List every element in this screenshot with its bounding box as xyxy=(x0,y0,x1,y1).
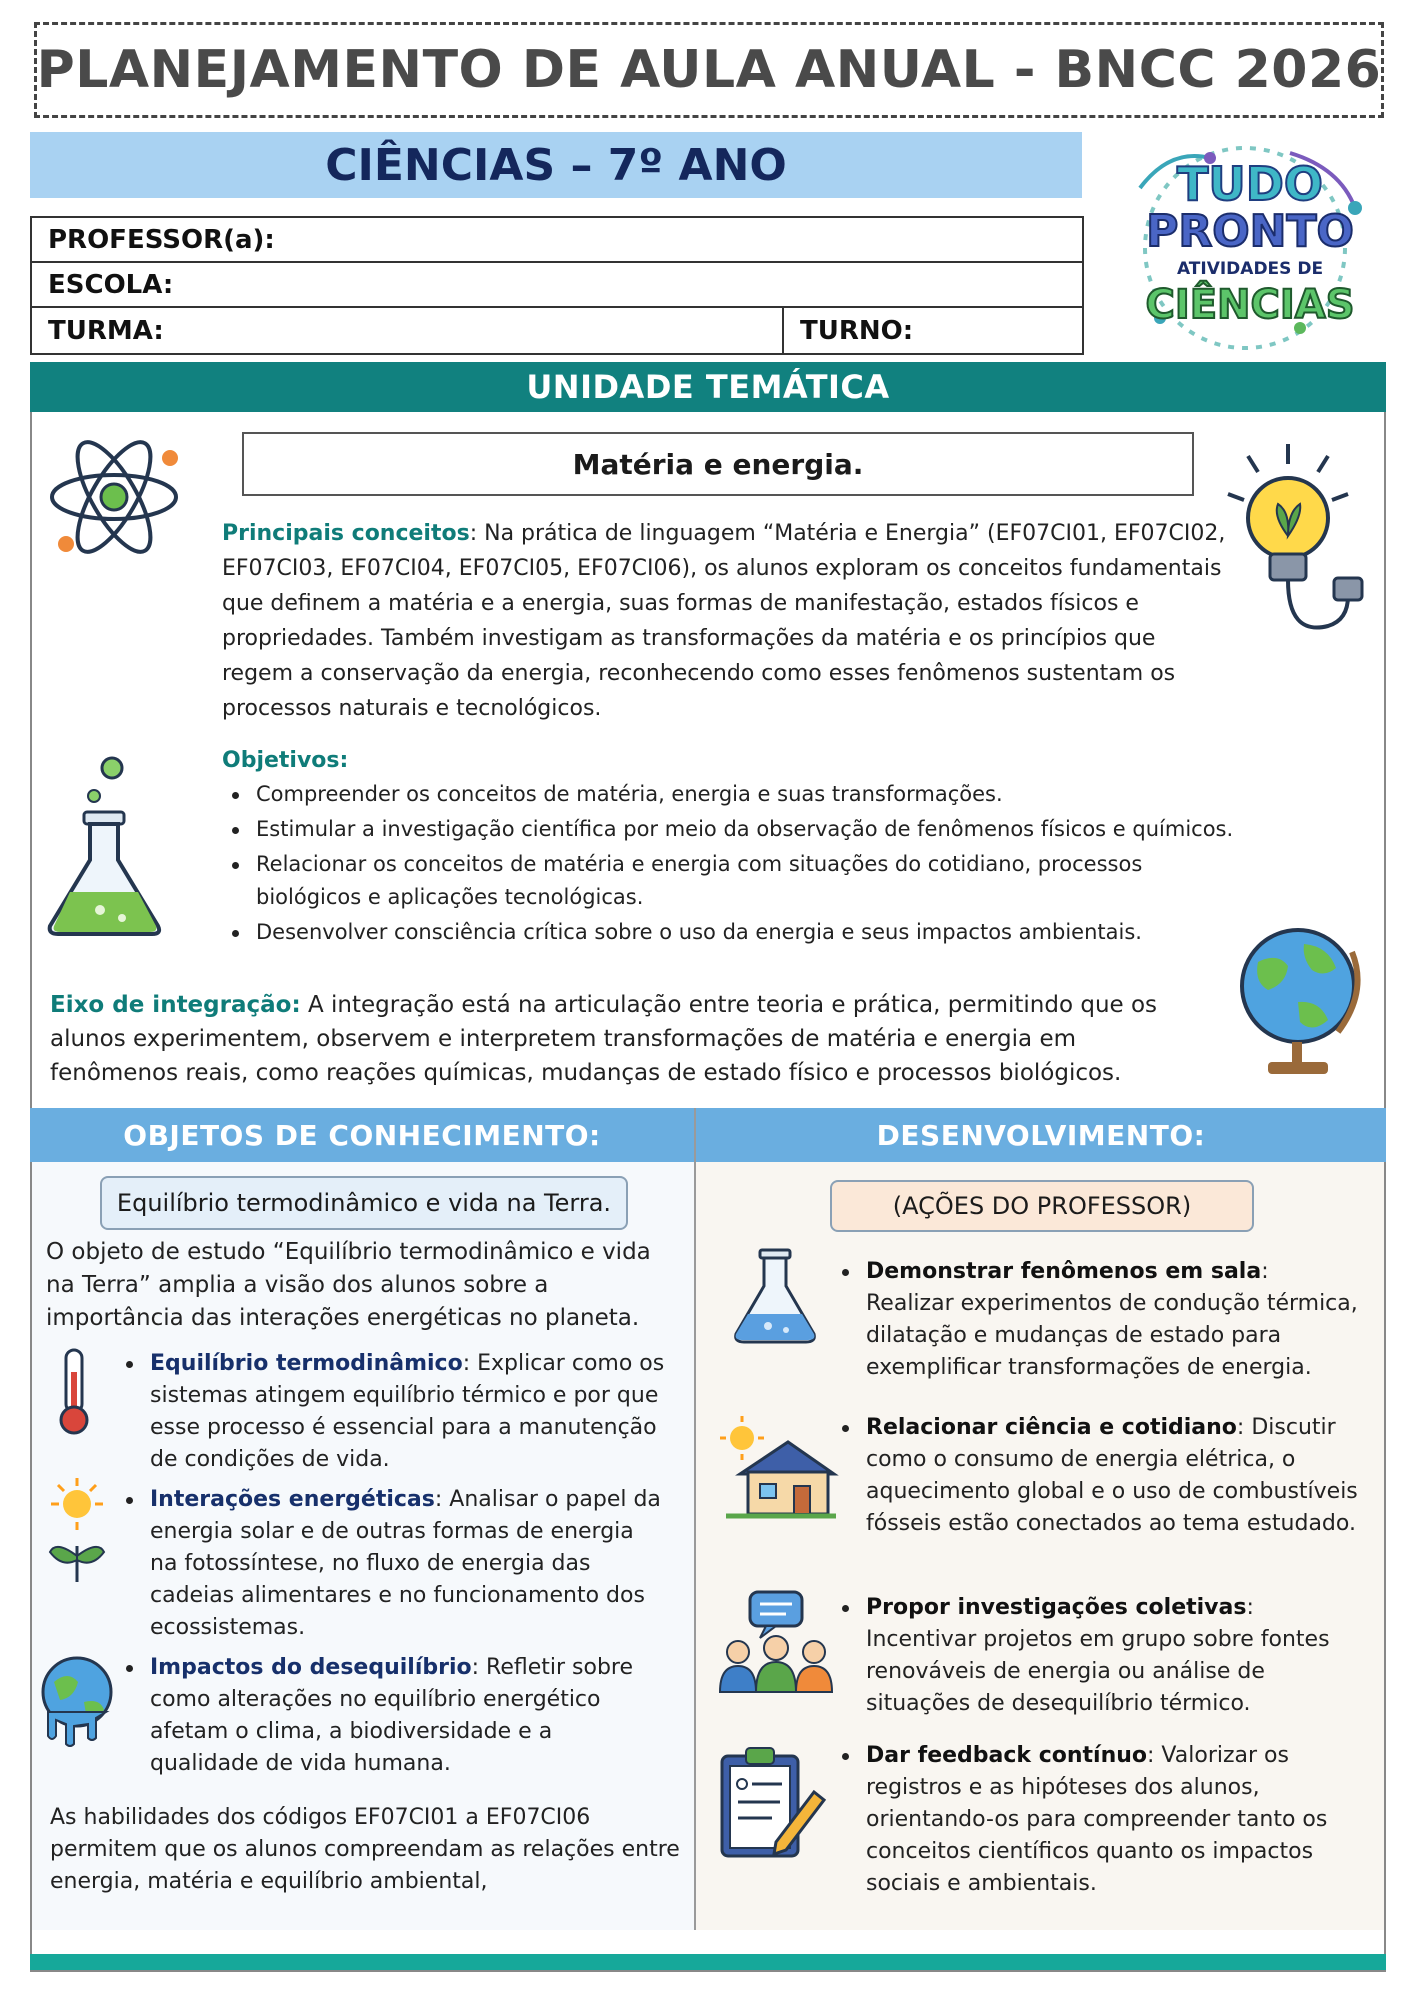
desenvolvimento-item-label: Demonstrar fenômenos em sala xyxy=(866,1259,1262,1284)
objetos-pill xyxy=(100,1176,628,1230)
eixo-text: A integração está na articulação entre teoria e prática, permitindo que os alunos experimentem, observem e interpretem transformações de matéria e energia em fenômenos reais, como reações químicas, mudanças de estado físico e processos biológicos. xyxy=(50,992,1158,1086)
tudo-pronto-logo xyxy=(1100,128,1390,368)
eixo-paragraph xyxy=(50,988,1210,1090)
conceitos-paragraph xyxy=(222,516,1232,726)
objetos-item-label: Equilíbrio termodinâmico xyxy=(150,1351,463,1376)
desenvolvimento-item-label: Relacionar ciência e cotidiano xyxy=(866,1415,1237,1440)
title-box xyxy=(34,22,1384,118)
melting-earth-icon xyxy=(38,1652,116,1748)
conceitos-text: : Na prática de linguagem “Matéria e Energia” (EF07CI01, EF07CI02, EF07CI03, EF07CI04, EF07CI05, EF07CI06), os alunos exploram os conceitos fundamentais que definem a matéria e a energia, suas formas de manifestação, estados físicos e propriedades. Também investigam as transformações da matéria e os princípios que regem a conservação da energia, reconhecendo como esses fenômenos sustentam os processos naturais e tecnológicos. xyxy=(222,521,1226,721)
desenvolvimento-header xyxy=(696,1108,1386,1162)
escola-label: ESCOLA: xyxy=(48,269,174,300)
desenvolvimento-item-label: Dar feedback contínuo xyxy=(866,1743,1148,1768)
atom-icon xyxy=(44,432,184,562)
conceitos-label: Principais conceitos xyxy=(222,521,470,546)
professor-label: PROFESSOR(a): xyxy=(48,224,275,255)
globe-icon xyxy=(1228,922,1374,1082)
info-table xyxy=(30,216,1084,355)
objetos-header-label: OBJETOS DE CONHECIMENTO: xyxy=(123,1118,601,1152)
desenvolvimento-pill xyxy=(830,1180,1254,1232)
lightbulb-plug-icon xyxy=(1218,436,1368,646)
unidade-header-label: UNIDADE TEMÁTICA xyxy=(526,368,890,406)
objetivos-label: Objetivos: xyxy=(222,748,349,773)
thermometer-icon xyxy=(54,1346,94,1436)
turno-label: TURNO: xyxy=(800,315,914,346)
column-divider xyxy=(694,1108,696,1930)
desenvolvimento-item-label: Propor investigações coletivas xyxy=(866,1595,1247,1620)
desenvolvimento-pill-text: (AÇÕES DO PROFESSOR) xyxy=(892,1192,1192,1220)
objetos-bullet-2 xyxy=(126,1484,666,1644)
desenvolvimento-item-text: : Discutir como o consumo de energia elétrica, o aquecimento global e o uso de combustíveis fósseis estão conectados ao tema estudado. xyxy=(866,1415,1358,1536)
objetos-item-text: : Explicar como os sistemas atingem equilíbrio térmico e por que esse processo é essencial para a manutenção de condições de vida. xyxy=(150,1351,665,1472)
objetos-intro: O objeto de estudo “Equilíbrio termodinâmico e vida na Terra” amplia a visão dos alunos sobre a importância das interações energéticas no planeta. xyxy=(46,1239,651,1331)
objetos-header xyxy=(30,1108,694,1162)
objetos-item-text: : Analisar o papel da energia solar e de outras formas de energia na fotossíntese, no fluxo de energia das cadeias alimentares e no funcionamento dos ecossistemas. xyxy=(150,1487,661,1640)
clipboard-pencil-icon xyxy=(716,1742,826,1864)
objetivo-item: Relacionar os conceitos de matéria e energia com situações do cotidiano, processos biológicos e aplicações tecnológicas. xyxy=(222,848,1242,914)
logo-line4: CIÊNCIAS xyxy=(1145,282,1355,328)
theme-box xyxy=(242,432,1194,496)
bullet-dot xyxy=(842,1605,849,1612)
objetos-bullet-3 xyxy=(126,1652,666,1780)
bullet-dot xyxy=(126,1497,133,1504)
desenvolvimento-item-text: : Realizar experimentos de condução térmica, dilatação e mudanças de estado para exemplificar transformações de energia. xyxy=(866,1259,1358,1380)
logo-line2: PRONTO xyxy=(1146,206,1354,257)
flask-icon xyxy=(40,750,170,940)
bullet-dot xyxy=(126,1361,133,1368)
objetos-bullet-1 xyxy=(126,1348,666,1476)
desenvolvimento-bullet-1 xyxy=(842,1256,1362,1384)
bullet-dot xyxy=(842,1269,849,1276)
objetos-closing: As habilidades dos códigos EF07CI01 a EF07CI06 permitem que os alunos compreendam as relações entre energia, matéria e equilíbrio ambiental, xyxy=(50,1805,680,1894)
objetos-item-label: Impactos do desequilíbrio xyxy=(150,1655,472,1680)
objetos-pill-text: Equilíbrio termodinâmico e vida na Terra. xyxy=(116,1189,612,1217)
turma-label: TURMA: xyxy=(32,308,784,353)
beaker-icon xyxy=(730,1246,820,1346)
bullet-dot xyxy=(842,1425,849,1432)
objetivos-block xyxy=(222,744,1242,951)
desenvolvimento-header-label: DESENVOLVIMENTO: xyxy=(876,1118,1206,1152)
sun-plant-icon xyxy=(42,1476,112,1586)
objetos-item-text: : Refletir sobre como alterações no equilíbrio energético afetam o clima, a biodiversidade e a qualidade de vida humana. xyxy=(150,1655,634,1776)
footer-bar xyxy=(30,1954,1386,1970)
logo-line3: ATIVIDADES DE xyxy=(1176,259,1324,279)
objetivo-item: Desenvolver consciência crítica sobre o uso da energia e seus impactos ambientais. xyxy=(222,916,1242,949)
theme-text: Matéria e energia. xyxy=(572,447,864,481)
eixo-label: Eixo de integração: xyxy=(50,992,301,1018)
professor-row xyxy=(32,218,1082,263)
unidade-header xyxy=(30,362,1386,412)
objetivo-item: Compreender os conceitos de matéria, energia e suas transformações. xyxy=(222,778,1242,811)
objetivo-item: Estimular a investigação científica por meio da observação de fenômenos físicos e químicos. xyxy=(222,813,1242,846)
subject-title: CIÊNCIAS – 7º ANO xyxy=(325,139,787,191)
desenvolvimento-bullet-4 xyxy=(842,1740,1362,1900)
escola-row xyxy=(32,263,1082,308)
turma-turno-row xyxy=(32,308,1082,353)
desenvolvimento-bullet-2 xyxy=(842,1412,1362,1540)
objetivos-list xyxy=(222,778,1242,949)
desenvolvimento-item-text: : Valorizar os registros e as hipóteses dos alunos, orientando-os para compreender tanto os conceitos científicos quanto os impactos sociais e ambientais. xyxy=(866,1743,1328,1896)
solar-house-icon xyxy=(716,1412,840,1522)
desenvolvimento-bullet-3 xyxy=(842,1592,1362,1720)
subject-bar xyxy=(30,132,1082,198)
group-discussion-icon xyxy=(716,1588,836,1698)
bullet-dot xyxy=(126,1665,133,1672)
objetos-item-label: Interações energéticas xyxy=(150,1487,435,1512)
bullet-dot xyxy=(842,1753,849,1760)
page-title: PLANEJAMENTO DE AULA ANUAL - BNCC 2026 xyxy=(36,40,1382,100)
logo-line1: TUDO xyxy=(1176,157,1324,211)
desenvolvimento-item-text: : Incentivar projetos em grupo sobre fontes renováveis de energia ou análise de situações de desequilíbrio térmico. xyxy=(866,1595,1330,1716)
